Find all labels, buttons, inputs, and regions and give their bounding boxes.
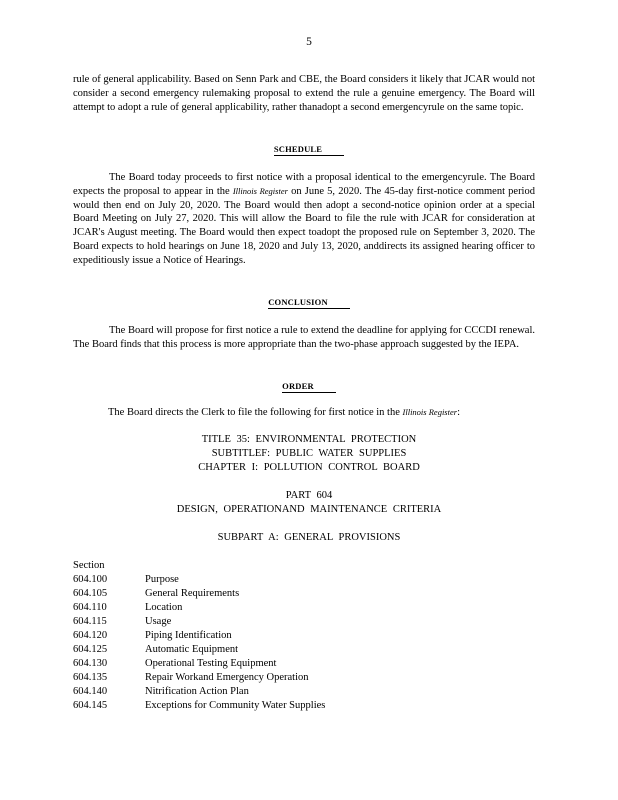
section-title: Repair Workand Emergency Operation	[145, 672, 309, 683]
section-label: Section	[73, 560, 105, 571]
section-number: 604.125	[73, 644, 108, 655]
section-number: 604.105	[73, 588, 108, 599]
rule-subtitle: SUBTITLEF: PUBLIC WATER SUPPLIES	[211, 448, 407, 459]
schedule-paragraph	[73, 171, 535, 268]
illinois-register-citation: Illinois Register	[232, 185, 288, 196]
rule-subpart: SUBPART A: GENERAL PROVISIONS	[217, 532, 401, 543]
section-title: General Requirements	[145, 588, 240, 599]
rule-part-name: DESIGN, OPERATIONAND MAINTENANCE CRITERIA	[176, 504, 442, 515]
section-number: 604.145	[73, 700, 108, 711]
schedule-text-part1: The Board today proceeds to first notice with a proposal identical to the emergencyrule. The Board expects the proposal to appear in the	[73, 172, 535, 197]
section-title: Location	[145, 602, 183, 613]
section-title: Nitrification Action Plan	[145, 686, 249, 697]
order-paragraph	[108, 407, 548, 418]
section-title: Automatic Equipment	[145, 644, 239, 655]
intro-paragraph: rule of general applicability. Based on Senn Park and CBE, the Board considers it likely that JCAR would not consider a second emergency rulemaking proposal to extend the rule a genuine emergency. The Board will attempt to adopt a rule of general applicability, rather thanadopt a second emergencyrule on the same topic.	[73, 74, 535, 113]
rule-title: TITLE 35: ENVIRONMENTAL PROTECTION	[201, 434, 417, 445]
order-register-citation: Illinois Register	[402, 407, 458, 417]
order-heading	[0, 381, 618, 393]
schedule-text-part2: on June 5, 2020. The 45-day first-notice comment period would then end on July 20, 2020. The Board would then adopt a second-notice opinion order at a special Board Meeting on July 27, 2020. This will allow the Board to file the rule with JCAR for consideration at JCAR's August meeting. The Board would then expect toadopt the proposed rule on September 3, 2020. The Board expects to hold hearings on June 18, 2020 and July 13, 2020, anddirects its assigned hearing officer to expeditiously issue a Notice of Hearings.	[73, 185, 535, 266]
conclusion-heading-text: CONCLUSION	[268, 297, 350, 309]
rule-chapter: CHAPTER I: POLLUTION CONTROL BOARD	[198, 462, 420, 473]
section-number: 604.140	[73, 686, 108, 697]
conclusion-heading	[0, 297, 618, 309]
page-number: 5	[306, 36, 312, 48]
conclusion-paragraph: The Board will propose for first notice a rule to extend the deadline for applying for CCCDI renewal. The Board finds that this process is more appropriate than the two-phase approach suggested by the IEPA.	[73, 325, 535, 350]
schedule-heading	[0, 144, 618, 156]
section-number: 604.115	[73, 616, 107, 627]
order-end: :	[457, 407, 460, 418]
section-number: 604.135	[73, 672, 108, 683]
section-title: Operational Testing Equipment	[145, 658, 277, 669]
section-title: Usage	[145, 616, 172, 627]
section-number: 604.100	[73, 574, 108, 585]
section-number: 604.110	[73, 602, 107, 613]
section-title: Piping Identification	[145, 630, 232, 641]
schedule-heading-text: SCHEDULE	[274, 144, 344, 156]
section-number: 604.130	[73, 658, 108, 669]
order-heading-text: ORDER	[282, 381, 336, 393]
section-title: Exceptions for Community Water Supplies	[145, 700, 326, 711]
section-title: Purpose	[145, 574, 179, 585]
section-number: 604.120	[73, 630, 108, 641]
rule-part: PART 604	[285, 490, 333, 501]
order-text: The Board directs the Clerk to file the following for first notice in the	[108, 407, 403, 418]
